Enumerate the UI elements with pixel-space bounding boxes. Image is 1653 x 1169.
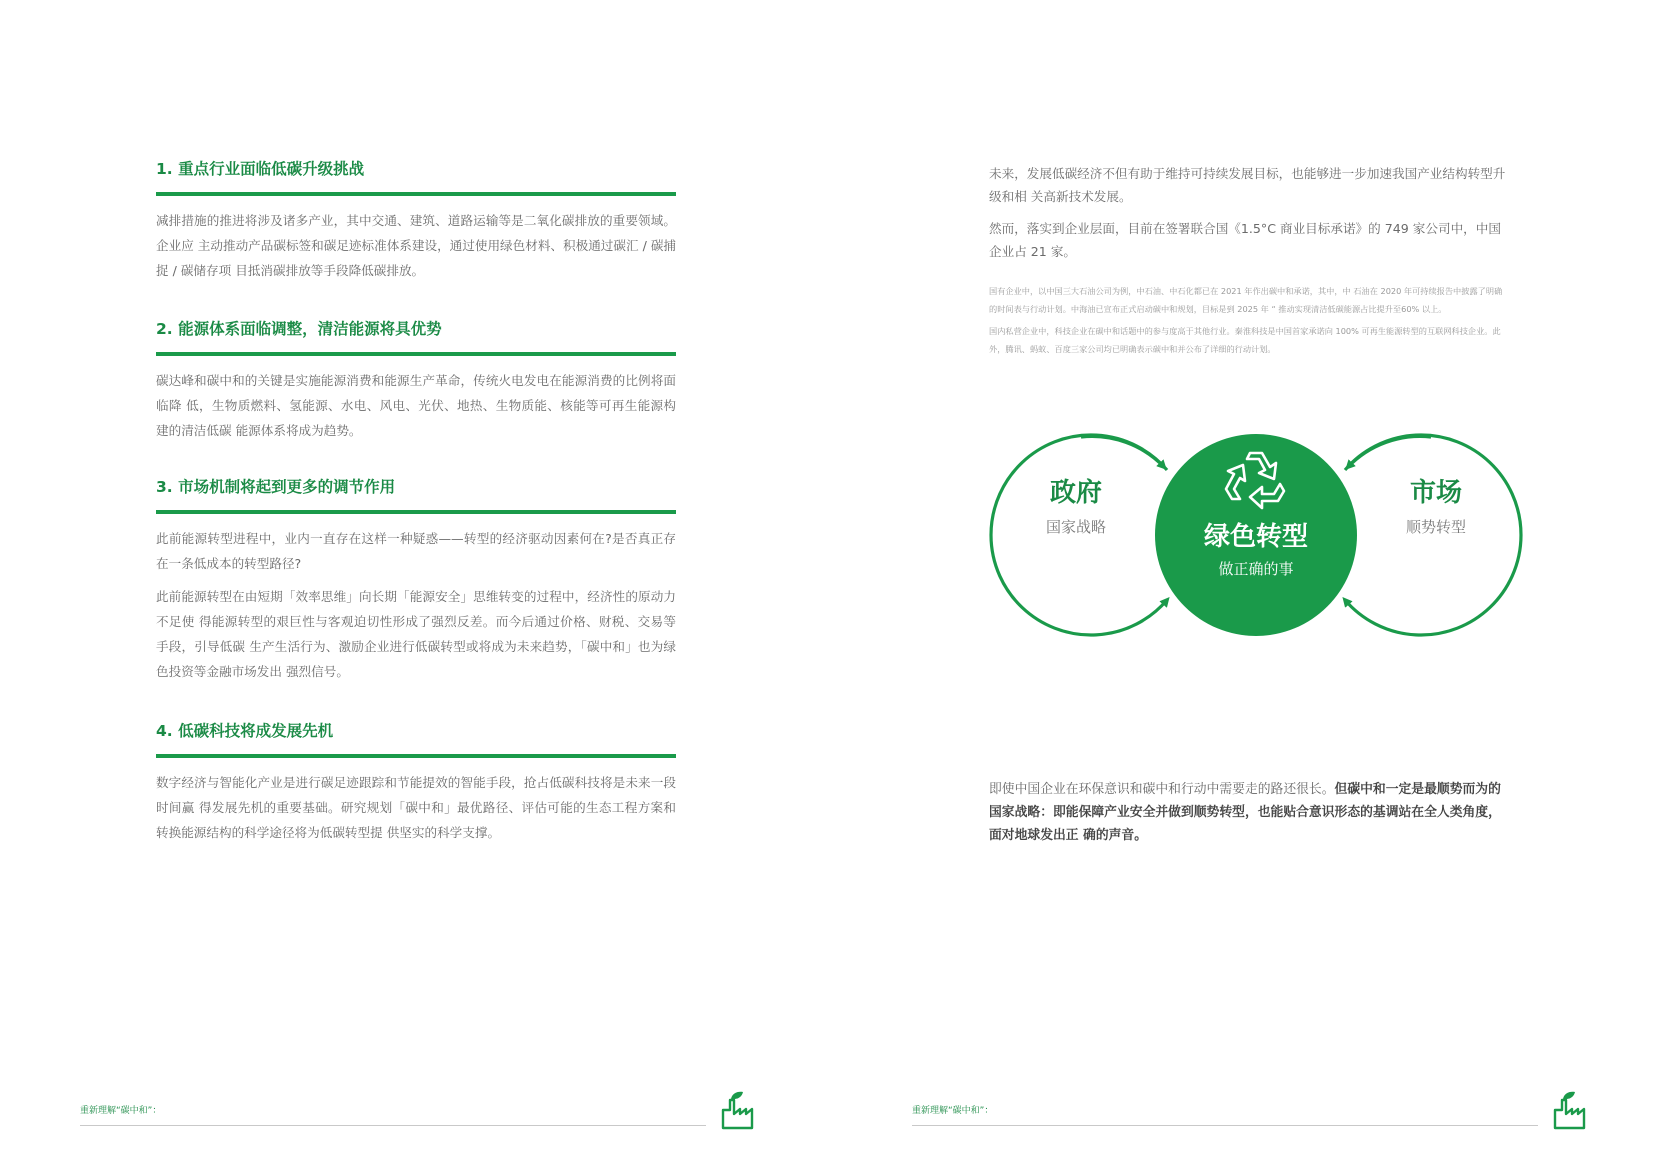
footer-title: 重新理解“碳中和”： (80, 1106, 162, 1116)
section-divider (156, 510, 676, 514)
intro-paragraph: 未来，发展低碳经济不但有助于维持可持续发展目标，也能够进一步加速我国产业结构转型升级和相 关高新技术发展。 (989, 166, 1506, 204)
intro-paragraph: 然而，落实到企业层面，目前在签署联合国《1.5°C 商业目标承诺》的 749 家公司中，中国企业占 21 家。 (989, 221, 1501, 259)
fine-print-paragraph: 国有企业中，以中国三大石油公司为例，中石油、中石化都已在 2021 年作出碳中和承诺，其中，中 石油在 2020 年可持续报告中披露了明确的时间表与行动计划。中海油已宣布正式启动碳中和规划，目标是到 2025 年 “ 推动实现清洁低碳能源占比提升至60% 以上。 (989, 286, 1503, 314)
footer-divider (80, 1125, 706, 1126)
section-1 (156, 158, 676, 291)
page-footer (80, 1090, 756, 1130)
section-title: 4. 低碳科技将成发展先机 (156, 722, 334, 740)
right-top-arrow (1348, 436, 1431, 467)
footer-title: 重新理解“碳中和”： (912, 1106, 994, 1116)
market-label (1386, 477, 1486, 539)
conclusion-normal: 即使中国企业在环保意识和碳中和行动中需要走的路还很长。 (989, 782, 1335, 797)
section-paragraph: 碳达峰和碳中和的关键是实施能源消费和能源生产革命，传统火电发电在能源消费的比例将面临降 低，生物质燃料、氢能源、水电、风电、光伏、地热、生物质能、核能等可再生能源构建的清洁低碳 能源体系将成为趋势。 (156, 373, 676, 438)
government-label (1026, 477, 1126, 539)
factory-leaf-icon (720, 1090, 754, 1134)
center-subtitle: 做正确的事 (1218, 560, 1294, 578)
section-3 (156, 476, 676, 692)
section-title: 1. 重点行业面临低碳升级挑战 (156, 160, 365, 178)
conclusion (989, 778, 1511, 847)
section-divider (156, 754, 676, 758)
page-footer (912, 1090, 1612, 1130)
section-paragraph: 减排措施的推进将涉及诸多产业，其中交通、建筑、道路运输等是二氧化碳排放的重要领域。企业应 主动推动产品碳标签和碳足迹标准体系建设，通过使用绿色材料、积极通过碳汇 / 碳捕捉 / 碳储存项 目抵消碳排放等手段降低碳排放。 (156, 213, 677, 278)
section-title: 2. 能源体系面临调整，清洁能源将具优势 (156, 320, 442, 338)
market-title: 市场 (1409, 478, 1462, 508)
footer-divider (912, 1125, 1538, 1126)
section-divider (156, 352, 676, 356)
section-title: 3. 市场机制将起到更多的调节作用 (156, 478, 396, 496)
center-title: 绿色转型 (1203, 522, 1308, 552)
government-title: 政府 (1049, 478, 1102, 508)
left-page (0, 0, 826, 1169)
intro-text (989, 162, 1509, 272)
left-top-arrow (1081, 436, 1164, 467)
section-divider (156, 192, 676, 196)
right-page (826, 0, 1653, 1169)
section-2 (156, 318, 676, 451)
green-transition-diagram (986, 425, 1526, 645)
section-paragraph: 数字经济与智能化产业是进行碳足迹跟踪和节能提效的智能手段，抢占低碳科技将是未来一段时间赢 得发展先机的重要基础。研究规划「碳中和」最优路径、评估可能的生态工程方案和转换能源结构的科学途径将为低碳转型提 供坚实的科学支撑。 (156, 775, 676, 840)
government-subtitle: 国家战略 (1045, 518, 1106, 536)
section-4 (156, 720, 676, 853)
factory-leaf-icon (1552, 1090, 1586, 1134)
section-paragraph: 此前能源转型在由短期「效率思维」向长期「能源安全」思维转变的过程中，经济性的原动力不足使 得能源转型的艰巨性与客观迫切性形成了强烈反差。而今后通过价格、财税、交易等手段，引导低碳 生产生活行为、激励企业进行低碳转型或将成为未来趋势，「碳中和」也为绿色投资等金融市场发出 强烈信号。 (156, 589, 676, 679)
conclusion-bold: 但碳中和一定是最顺势而为的国家战略：即能保障产业安全并做到顺势转型，也能贴合意识形态的基调站在全人类角度，面对地球发出正 确的声音。 (989, 782, 1501, 843)
market-subtitle: 顺势转型 (1405, 518, 1466, 536)
fine-print-paragraph: 国内私营企业中，科技企业在碳中和话题中的参与度高于其他行业。秦淮科技是中国首家承诺向 100% 可再生能源转型的互联网科技企业。此外，腾讯、蚂蚁、百度三家公司均已明确表示碳中和并公布了详细的行动计划。 (989, 326, 1501, 354)
fine-print (989, 282, 1509, 362)
section-paragraph: 此前能源转型进程中，业内一直存在这样一种疑惑——转型的经济驱动因素何在?是否真正存在一条低成本的转型路径? (156, 531, 676, 571)
conclusion-paragraph (989, 778, 1511, 847)
green-transition-label (1181, 521, 1331, 581)
